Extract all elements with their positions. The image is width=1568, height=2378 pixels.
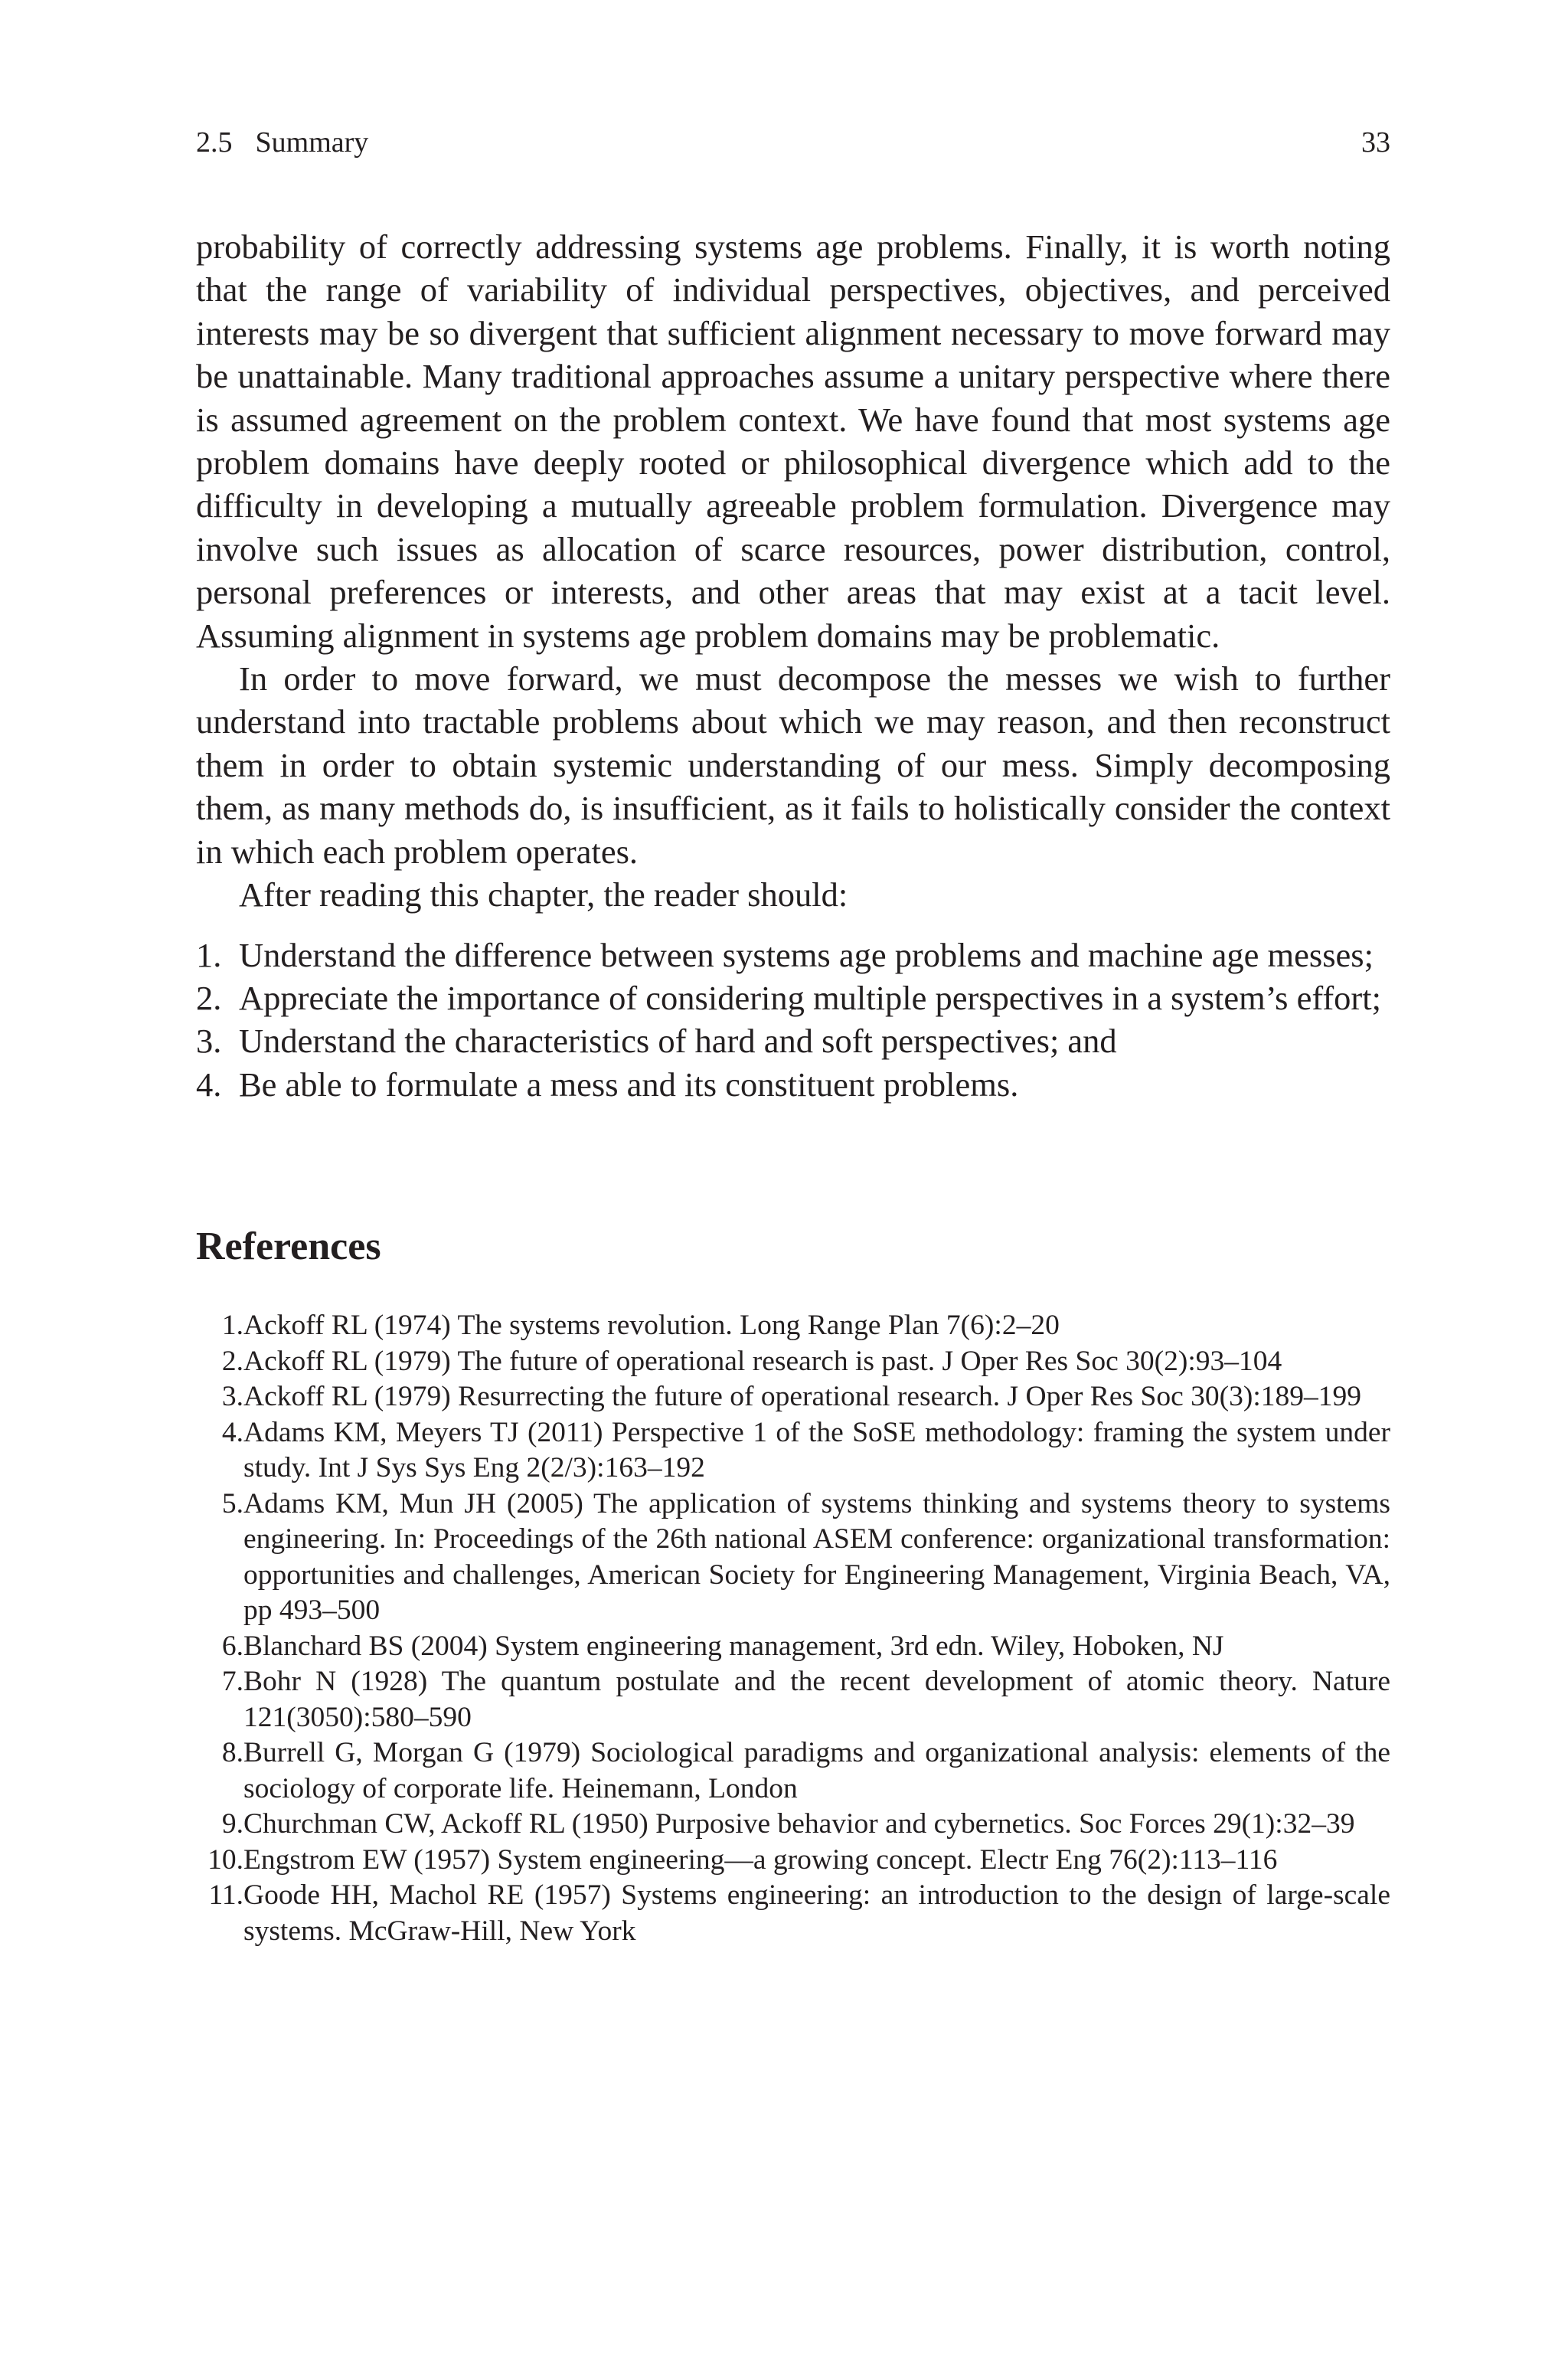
reference-number: 1. xyxy=(221,1310,243,1342)
objective-text: Appreciate the importance of considering multiple perspectives in a system’s effort; xyxy=(239,978,1381,1017)
reference-text: Burrell G, Morgan G (1979) Sociological paradigms and organizational analysis: elements of the sociology of corporate life. Heinemann, London xyxy=(243,1737,1390,1804)
objective-item xyxy=(196,934,1390,976)
running-head-section xyxy=(196,126,368,159)
objective-number: 1. xyxy=(196,935,222,974)
page-number: 33 xyxy=(1361,126,1390,159)
reference-item xyxy=(196,1878,1390,1949)
reference-text: Ackoff RL (1974) The systems revolution. Long Range Plan 7(6):2–20 xyxy=(243,1310,1060,1342)
reference-item xyxy=(196,1308,1390,1344)
reference-text: Adams KM, Mun JH (2005) The application of systems thinking and systems theory to systems engineering. In: Proceedings of the 26th national ASEM conference: organizational transformation: opportunities and challenges, American Society for Engineering Management, Virginia Beach, VA, pp 493–500 xyxy=(243,1487,1390,1627)
reference-text: Ackoff RL (1979) The future of operational research is past. J Oper Res Soc 30(2):93–104 xyxy=(243,1345,1282,1377)
reference-text: Blanchard BS (2004) System engineering management, 3rd edn. Wiley, Hoboken, NJ xyxy=(243,1630,1224,1662)
objective-item xyxy=(196,1019,1390,1062)
objective-number: 4. xyxy=(196,1065,222,1104)
objective-number: 2. xyxy=(196,978,222,1017)
objective-text: Understand the characteristics of hard and soft perspectives; and xyxy=(239,1022,1117,1061)
body-text xyxy=(196,225,1390,917)
objective-item xyxy=(196,976,1390,1019)
objectives-list xyxy=(196,934,1390,1107)
reference-number: 3. xyxy=(221,1381,243,1413)
reference-text: Bohr N (1928) The quantum postulate and the recent development of atomic theory. Nature 121(3050):580–590 xyxy=(243,1666,1390,1733)
reference-item xyxy=(196,1843,1390,1879)
section-number: 2.5 xyxy=(196,126,233,159)
book-page xyxy=(196,126,1390,1949)
reference-text: Goode HH, Machol RE (1957) Systems engineering: an introduction to the design of large-scale systems. McGraw-Hill, New York xyxy=(243,1879,1390,1947)
references-list xyxy=(196,1308,1390,1949)
reference-text: Ackoff RL (1979) Resurrecting the future of operational research. J Oper Res Soc 30(3):189–199 xyxy=(243,1381,1361,1413)
reference-item xyxy=(196,1487,1390,1629)
reference-text: Adams KM, Meyers TJ (2011) Perspective 1 of the SoSE methodology: framing the system under study. Int J Sys Sys Eng 2(2/3):163–192 xyxy=(243,1416,1390,1484)
objective-item xyxy=(196,1063,1390,1106)
reference-number: 7. xyxy=(221,1666,243,1698)
reference-item xyxy=(196,1807,1390,1843)
reference-item xyxy=(196,1415,1390,1487)
reference-number: 6. xyxy=(221,1630,243,1662)
objective-text: Understand the difference between systems age problems and machine age messes; xyxy=(239,935,1374,974)
references-heading: References xyxy=(196,1225,381,1269)
objective-text: Be able to formulate a mess and its constituent problems. xyxy=(239,1065,1019,1104)
body-paragraph: In order to move forward, we must decompose the messes we wish to further understand into tractable problems about which we may reason, and then reconstruct them in order to obtain systemic understanding of our mess. Simply decomposing them, as many methods do, is insufficient, as it fails to holistically consider the context in which each problem operates. xyxy=(196,659,1390,871)
reference-item xyxy=(196,1664,1390,1735)
reference-number: 10. xyxy=(207,1843,243,1876)
reference-item xyxy=(196,1344,1390,1380)
section-title: Summary xyxy=(255,126,369,159)
reference-number: 5. xyxy=(221,1487,243,1519)
reference-text: Churchman CW, Ackoff RL (1950) Purposive behavior and cybernetics. Soc Forces 29(1):32–39 xyxy=(243,1808,1355,1840)
reference-number: 9. xyxy=(221,1808,243,1840)
reference-number: 11. xyxy=(208,1879,243,1912)
body-paragraph: probability of correctly addressing systems age problems. Finally, it is worth noting that the range of variability of individual perspectives, objectives, and perceived interests may be so divergent that sufficient alignment necessary to move forward may be unattainable. Many traditional approaches assume a unitary perspective where there is assumed agreement on the problem context. We have found that most systems age problem domains have deeply rooted or philosophical divergence which add to the difficulty in developing a mutually agreeable problem formulation. Divergence may involve such issues as allocation of scarce resources, power distribution, control, personal preferences or interests, and other areas that may exist at a tacit level. Assuming alignment in systems age problem domains may be problematic. xyxy=(196,227,1390,655)
running-head xyxy=(196,126,1390,159)
body-paragraph: After reading this chapter, the reader should: xyxy=(239,875,848,914)
reference-number: 2. xyxy=(221,1345,243,1377)
reference-number: 4. xyxy=(221,1416,243,1448)
reference-item xyxy=(196,1735,1390,1807)
reference-item xyxy=(196,1379,1390,1415)
reference-number: 8. xyxy=(221,1737,243,1769)
reference-text: Engstrom EW (1957) System engineering—a growing concept. Electr Eng 76(2):113–116 xyxy=(243,1843,1278,1876)
objective-number: 3. xyxy=(196,1022,222,1061)
reference-item xyxy=(196,1629,1390,1665)
